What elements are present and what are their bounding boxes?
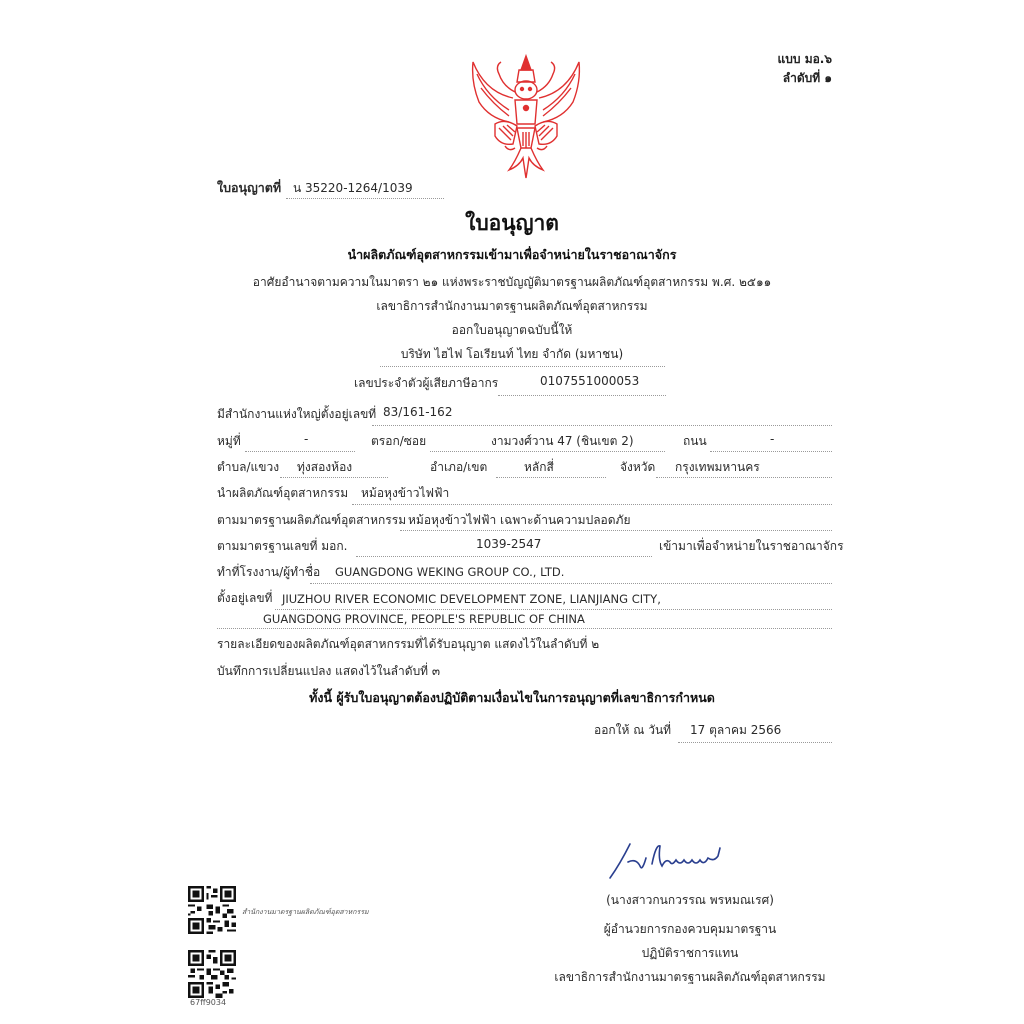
tax-id-label: เลขประจำตัวผู้เสียภาษีอากร <box>354 376 499 390</box>
issue-date-value: 17 ตุลาคม 2566 <box>690 723 782 737</box>
head-office-label: มีสำนักงานแห่งใหญ่ตั้งอยู่เลขที่ <box>217 407 377 421</box>
manufacturer-address-line1: JIUZHOU RIVER ECONOMIC DEVELOPMENT ZONE, LIANJIANG CITY, <box>282 592 661 606</box>
moo-label: หมู่ที่ <box>217 434 241 448</box>
dotted-line <box>656 477 832 478</box>
dotted-line <box>286 198 444 199</box>
form-number: แบบ มอ.๖ <box>777 52 832 66</box>
province-label: จังหวัด <box>620 460 656 474</box>
standard-number-label: ตามมาตรฐานเลขที่ มอก. <box>217 539 348 553</box>
license-number-value: น 35220-1264/1039 <box>293 181 413 195</box>
import-purpose: เข้ามาเพื่อจำหน่ายในราชอาณาจักร <box>659 539 844 553</box>
product-details-note: รายละเอียดของผลิตภัณฑ์อุตสาหกรรมที่ได้รับอนุญาต แสดงไว้ในลำดับที่ ๒ <box>217 637 600 651</box>
sequence-number: ลำดับที่ ๑ <box>782 71 832 85</box>
document-title: ใบอนุญาต <box>465 211 559 235</box>
manufacturer-address-line2: GUANGDONG PROVINCE, PEOPLE'S REPUBLIC OF CHINA <box>263 612 585 626</box>
dotted-line <box>352 504 832 505</box>
license-number-label: ใบอนุญาตที่ <box>217 180 282 195</box>
head-office-value: 83/161-162 <box>383 405 453 419</box>
signatory-acting: ปฏิบัติราชการแทน <box>641 946 739 960</box>
qr-code-icon <box>188 950 236 998</box>
district-label: อำเภอ/เขต <box>430 460 488 474</box>
manufacturer-label: ทำที่โรงงาน/ผู้ทำชื่อ <box>217 565 321 579</box>
preamble-secretary: เลขาธิการสำนักงานมาตรฐานผลิตภัณฑ์อุตสาหกรรม <box>376 299 648 313</box>
soi-value: งามวงศ์วาน 47 (ชินเขต 2) <box>491 434 634 448</box>
standard-number-value: 1039-2547 <box>476 537 542 551</box>
dotted-line <box>275 609 832 610</box>
license-condition: ทั้งนี้ ผู้รับใบอนุญาตต้องปฏิบัติตามเงื่อนไขในการอนุญาตที่เลขาธิการกำหนด <box>309 690 715 705</box>
dotted-line <box>356 556 652 557</box>
qr-caption: สำนักงานมาตรฐานผลิตภัณฑ์อุตสาหกรรม <box>242 908 369 916</box>
province-value: กรุงเทพมหานคร <box>675 460 760 474</box>
soi-label: ตรอก/ซอย <box>371 434 427 448</box>
dotted-line <box>498 395 666 396</box>
dotted-line <box>400 530 832 531</box>
signature <box>606 836 736 882</box>
signatory-name: (นางสาวกนกวรรณ พรหมณเรศ) <box>606 893 774 907</box>
manufacturer-address-label: ตั้งอยู่เลขที่ <box>217 591 273 605</box>
signatory-position: ผู้อำนวยการกองควบคุมมาตรฐาน <box>603 922 777 936</box>
manufacturer-value: GUANGDONG WEKING GROUP CO., LTD. <box>335 565 565 579</box>
preamble-authority: อาศัยอำนาจตามความในมาตรา ๒๑ แห่งพระราชบัญญัติมาตรฐานผลิตภัณฑ์อุตสาหกรรม พ.ศ. ๒๕๑๑ <box>252 275 772 289</box>
dotted-line <box>245 451 355 452</box>
document-subtitle: นำผลิตภัณฑ์อุตสาหกรรมเข้ามาเพื่อจำหน่ายในราชอาณาจักร <box>347 247 677 262</box>
change-record-note: บันทึกการเปลี่ยนแปลง แสดงไว้ในลำดับที่ ๓ <box>217 664 441 678</box>
district-value: หลักสี่ <box>524 460 554 474</box>
subdistrict-label: ตำบล/แขวง <box>217 460 280 474</box>
dotted-line <box>217 628 832 629</box>
signatory-authority: เลขาธิการสำนักงานมาตรฐานผลิตภัณฑ์อุตสาหกรรม <box>554 970 826 984</box>
product-label: นำผลิตภัณฑ์อุตสาหกรรม <box>217 486 349 500</box>
road-value: - <box>770 432 775 446</box>
licensee-name: บริษัท ไฮไฟ โอเรียนท์ ไทย จำกัด (มหาชน) <box>400 347 624 361</box>
moo-value: - <box>304 432 309 446</box>
garuda-emblem <box>465 52 587 180</box>
standard-label: ตามมาตรฐานผลิตภัณฑ์อุตสาหกรรม <box>217 513 407 527</box>
issue-date-label: ออกให้ ณ วันที่ <box>594 723 672 737</box>
dotted-line <box>710 451 832 452</box>
dotted-line <box>380 366 665 367</box>
preamble-issue: ออกใบอนุญาตฉบับนี้ให้ <box>451 323 573 337</box>
subdistrict-value: ทุ่งสองห้อง <box>297 460 353 474</box>
dotted-line <box>678 742 832 743</box>
dotted-line <box>280 477 388 478</box>
form-code <box>778 50 832 88</box>
dotted-line <box>372 425 832 426</box>
dotted-line <box>496 477 606 478</box>
product-value: หม้อหุงข้าวไฟฟ้า <box>361 486 450 500</box>
dotted-line <box>430 451 665 452</box>
dotted-line <box>310 583 832 584</box>
standard-value: หม้อหุงข้าวไฟฟ้า เฉพาะด้านความปลอดภัย <box>408 513 631 527</box>
road-label: ถนน <box>683 434 707 448</box>
qr-code-text: 67ff9034 <box>190 998 227 1007</box>
qr-code-icon <box>188 886 236 934</box>
tax-id-value: 0107551000053 <box>540 374 640 388</box>
